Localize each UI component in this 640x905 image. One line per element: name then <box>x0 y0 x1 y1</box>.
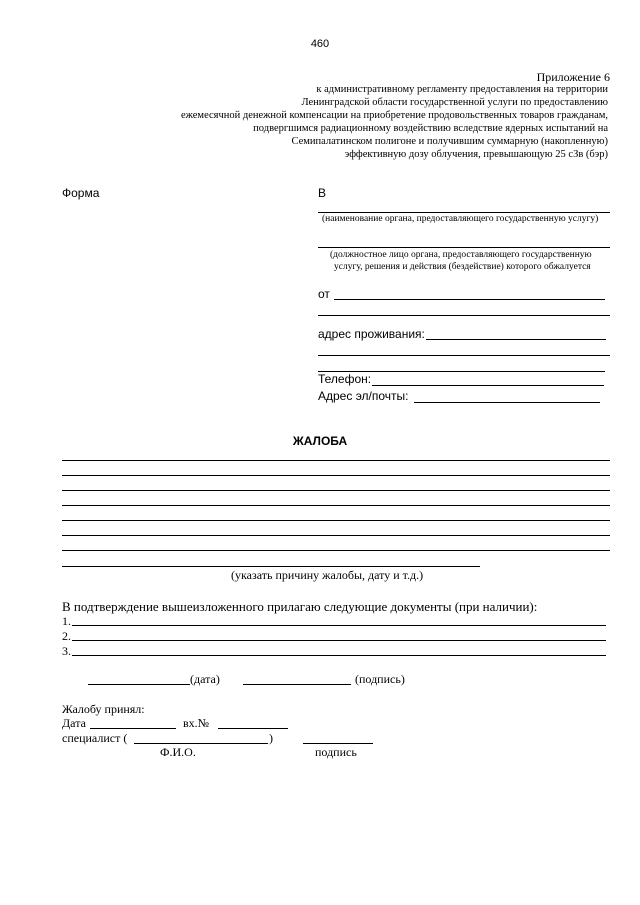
specialist-name-line[interactable] <box>134 743 268 744</box>
incoming-number-line[interactable] <box>218 728 288 729</box>
from-label: от <box>318 287 330 301</box>
complaint-line[interactable] <box>62 520 610 521</box>
complaint-caption: (указать причину жалобы, дату и т.д.) <box>231 568 424 582</box>
appendix-line-5: Семипалатинском полигоне и получившим суммарную (накопленную) <box>291 136 608 147</box>
attachment-item-2: 2. <box>62 629 71 643</box>
appendix-line-4: подвергшимся радиационному воздействию вследствие ядерных испытаний на <box>253 123 608 134</box>
attachment-item-1: 1. <box>62 614 71 628</box>
specialist-close-paren: ) <box>269 731 273 745</box>
appendix-line-6: эффективную дозу облучения, превышающую 25 сЗв (бэр) <box>344 149 608 160</box>
appendix-line-2: Ленинградской области государственной услуги по предоставлению <box>301 97 608 108</box>
address-label: адрес проживания: <box>318 327 425 341</box>
page-number: 460 <box>310 38 330 50</box>
appendix-title: Приложение 6 <box>536 70 610 84</box>
from-line-2[interactable] <box>318 315 610 316</box>
attachment-line-2[interactable] <box>72 640 606 641</box>
received-title: Жалобу принял: <box>62 702 145 716</box>
attachment-line-1[interactable] <box>72 625 606 626</box>
complaint-line[interactable] <box>62 490 610 491</box>
sign-caption: подпись <box>315 745 357 759</box>
address-line[interactable] <box>426 339 606 340</box>
complaint-line[interactable] <box>62 550 610 551</box>
official-line[interactable] <box>318 247 610 248</box>
phone-label: Телефон: <box>318 372 372 386</box>
complaint-line[interactable] <box>62 460 610 461</box>
address-line-2[interactable] <box>318 355 610 356</box>
complaint-line[interactable] <box>62 535 610 536</box>
official-caption-2: услугу, решения и действия (бездействие) которого обжалуется <box>334 262 591 272</box>
complaint-line[interactable] <box>62 505 610 506</box>
signature-caption: (подпись) <box>355 672 405 686</box>
complaint-title: ЖАЛОБА <box>292 434 348 448</box>
specialist-signature-line[interactable] <box>303 743 373 744</box>
fio-caption: Ф.И.О. <box>160 745 196 759</box>
complaint-line[interactable] <box>62 475 610 476</box>
form-label: Форма <box>62 186 100 200</box>
received-date-label: Дата <box>62 716 86 730</box>
specialist-label: специалист ( <box>62 731 128 745</box>
official-caption-1: (должностное лицо органа, предоставляющего государственную <box>330 250 592 260</box>
attachment-line-3[interactable] <box>72 655 606 656</box>
date-caption: (дата) <box>190 672 220 686</box>
complaint-line-last[interactable] <box>62 566 480 567</box>
received-date-line[interactable] <box>90 728 176 729</box>
incoming-number-label: вх.№ <box>183 716 210 730</box>
appendix-line-1: к административному регламенту предоставления на территории <box>316 84 608 95</box>
phone-line[interactable] <box>372 385 604 386</box>
email-label: Адрес эл/почты: <box>318 389 409 403</box>
from-line[interactable] <box>334 299 605 300</box>
appendix-line-3: ежемесячной денежной компенсации на приобретение продовольственных товаров гражданам, <box>181 110 608 121</box>
date-line[interactable] <box>88 684 190 685</box>
email-line[interactable] <box>414 402 600 403</box>
signature-line[interactable] <box>243 684 351 685</box>
recipient-to-label: В <box>318 186 327 200</box>
attachments-intro: В подтверждение вышеизложенного прилагаю следующие документы (при наличии): <box>62 599 538 614</box>
organ-name-caption: (наименование органа, предоставляющего государственную услугу) <box>322 214 599 224</box>
attachment-item-3: 3. <box>62 644 71 658</box>
organ-name-line[interactable] <box>318 212 610 213</box>
